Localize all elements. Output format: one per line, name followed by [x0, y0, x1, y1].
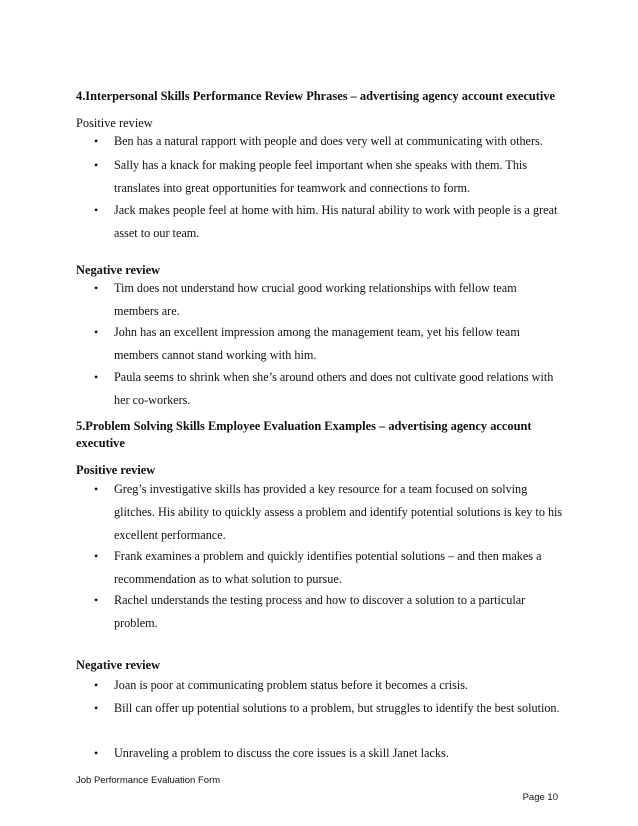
positive-review-label: Positive review [76, 116, 153, 130]
list-item [94, 478, 564, 547]
negative-review-label: Negative review [76, 658, 161, 672]
list-item-text: Paula seems to shrink when she’s around others and does not cultivate good relations with her co-workers. [114, 370, 554, 407]
list-item [94, 589, 564, 635]
list-item-text: Joan is poor at communicating problem status before it becomes a crisis. [114, 678, 469, 692]
bullet-icon: • [94, 482, 99, 496]
negative-review-label: Negative review [76, 263, 161, 277]
list-item-text: Bill can offer up potential solutions to a problem, but struggles to identify the best solution. [114, 701, 560, 715]
list-item [94, 366, 564, 412]
list-item-text: Jack makes people feel at home with him. His natural ability to work with people is a great asset to our team. [114, 203, 558, 240]
bullet-icon: • [94, 203, 99, 217]
bullet-icon: • [94, 678, 99, 692]
positive-review-label: Positive review [76, 463, 156, 477]
list-item-text: Sally has a knack for making people feel important when she speaks with them. This translates into great opportunities for teamwork and connections to form. [114, 158, 528, 195]
bullet-icon: • [94, 281, 99, 295]
bullet-icon: • [94, 158, 99, 172]
bullet-icon: • [94, 549, 99, 563]
list-item [94, 277, 564, 323]
list-item-text: Frank examines a problem and quickly identifies potential solutions – and then makes a recommendation as to what solution to pursue. [114, 549, 542, 586]
list-item [94, 130, 564, 153]
list-item [94, 545, 564, 591]
list-item [94, 697, 564, 720]
list-item [94, 199, 564, 245]
bullet-icon: • [94, 370, 99, 384]
list-item-text: John has an excellent impression among the management team, yet his fellow team members cannot stand working with him. [114, 325, 520, 362]
bullet-icon: • [94, 746, 99, 760]
list-item [94, 154, 564, 200]
list-item [94, 674, 564, 697]
list-item-text: Rachel understands the testing process and how to discover a solution to a particular problem. [114, 593, 526, 630]
bullet-icon: • [94, 325, 99, 339]
bullet-icon: • [94, 593, 99, 607]
footer-form-title: Job Performance Evaluation Form [76, 775, 221, 786]
bullet-icon: • [94, 701, 99, 715]
list-item [94, 742, 564, 765]
section-heading-interpersonal: 4.Interpersonal Skills Performance Review Phrases – advertising agency account executive [76, 89, 556, 103]
list-item-text: Unraveling a problem to discuss the core issues is a skill Janet lacks. [114, 746, 449, 760]
list-item [94, 321, 564, 367]
list-item-text: Tim does not understand how crucial good working relationships with fellow team members are. [114, 281, 517, 318]
list-item-text: Greg’s investigative skills has provided a key resource for a team focused on solving glitches. His ability to quickly assess a problem and identify potential solutions is key to his excellent performance. [114, 482, 563, 542]
bullet-icon: • [94, 134, 99, 148]
list-item-text: Ben has a natural rapport with people and does very well at communicating with others. [114, 134, 543, 148]
section-heading-problem-solving: 5.Problem Solving Skills Employee Evaluation Examples – advertising agency account executive [76, 419, 532, 450]
page-number: Page 10 [522, 792, 558, 803]
